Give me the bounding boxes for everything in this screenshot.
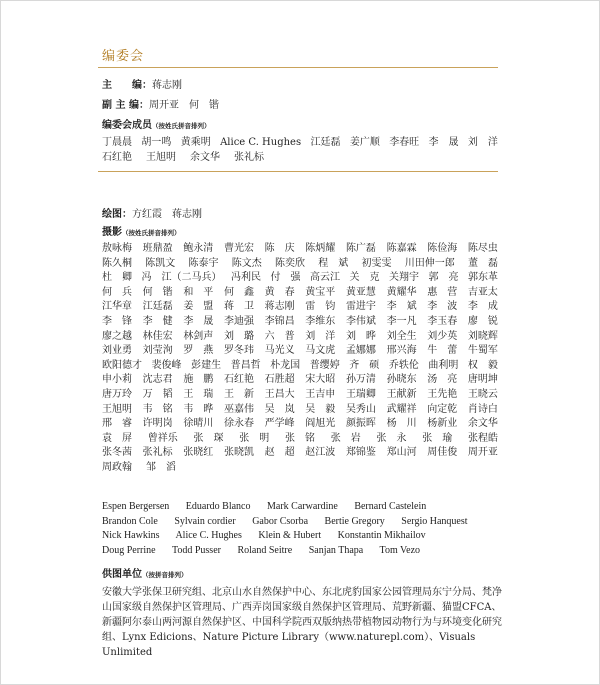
photographer-name: 普缨婷 xyxy=(309,359,340,371)
photographer-name: 施 鹏 xyxy=(183,374,214,386)
name-row xyxy=(102,432,498,447)
photographer-name: 郑山河 xyxy=(386,447,417,459)
photographer-name: 万 韬 xyxy=(142,388,173,400)
photographer-name: 颜振晖 xyxy=(345,418,376,430)
photographer-name: 沈志君 xyxy=(142,374,173,386)
photographer-name: 武耀祥 xyxy=(386,403,417,415)
member-name: 刘 洋 xyxy=(467,137,498,148)
english-photographer-name: Sergio Hanquest xyxy=(401,515,468,527)
photographer-name: 罗 燕 xyxy=(183,345,214,357)
photographer-name: 徐晴川 xyxy=(183,418,214,430)
english-photographer-name: Alice C. Hughes xyxy=(175,530,242,541)
member-name: 张礼标 xyxy=(234,151,264,163)
photographer-name: 刘晓辉 xyxy=(467,330,498,342)
photographer-name: 王先艳 xyxy=(427,388,458,400)
photographer-name: 牛蜀军 xyxy=(467,345,498,357)
photographer-name: 程 斌 xyxy=(318,257,349,269)
photographer-name: 黄宝平 xyxy=(305,286,336,298)
photographer-name: 班鼎盈 xyxy=(142,243,173,254)
photographer-name: 吴 岚 xyxy=(264,403,295,415)
photographer-name: 刘莹洵 xyxy=(142,345,173,357)
photographer-name: 廖 锐 xyxy=(467,315,498,327)
english-photographer-name: Mark Carwardine xyxy=(267,501,338,512)
photographer-name: 惠 营 xyxy=(427,286,458,298)
illustration-label: 绘图： xyxy=(102,209,132,220)
photographer-name: 黄耀华 xyxy=(386,286,417,298)
english-photographer-name: Nick Hawkins xyxy=(102,530,160,541)
chief-editor-label: 主 编： xyxy=(102,80,152,91)
english-photographer-name: Tom Vezo xyxy=(379,544,421,556)
photographer-name: 李伟斌 xyxy=(345,315,376,327)
photographer-name: 杜 卿 xyxy=(102,272,132,284)
photographer-name: 李一凡 xyxy=(386,315,417,327)
photographer-name: 冯 江（二马兵） xyxy=(141,272,222,284)
photographer-name: 雷进宇 xyxy=(345,301,376,313)
photographer-name: 陈尽虫 xyxy=(467,243,498,254)
units-note: （按拼音排列） xyxy=(142,571,188,579)
english-photographer-name: Doug Perrine xyxy=(102,544,156,556)
photographer-name: 李迪强 xyxy=(223,315,254,327)
name-row xyxy=(102,271,498,286)
photographer-name: 江华章 xyxy=(102,301,132,313)
photographer-name: 王献新 xyxy=(386,388,417,400)
photographer-name: 冯利民 xyxy=(231,272,261,284)
photographer-name: 刘业勇 xyxy=(102,345,132,357)
photographer-name: 陈俭海 xyxy=(427,243,458,254)
member-name: 余文华 xyxy=(190,151,220,163)
member-name: 李 晟 xyxy=(428,137,459,148)
photographer-name: 何 鑫 xyxy=(223,286,254,298)
photographer-name: 严学峰 xyxy=(264,418,295,430)
member-name: 胡一鸣 xyxy=(141,137,172,148)
photographer-name: 刘 洋 xyxy=(305,330,336,342)
photographer-name: 郭东革 xyxy=(468,272,498,284)
name-row xyxy=(102,257,498,272)
english-photographer-name: Espen Bergersen xyxy=(102,501,170,512)
photographer-name: 王晓云 xyxy=(467,388,498,400)
photographer-name: 王 新 xyxy=(223,388,254,400)
english-photographer-name: Sylvain cordier xyxy=(174,515,236,527)
photographer-name: 张晓凯 xyxy=(223,447,254,459)
section-rule xyxy=(98,171,498,172)
photographer-name: 牛 蕾 xyxy=(427,345,458,357)
photographer-name: 孙万清 xyxy=(345,374,376,386)
photographer-name: 张 明 xyxy=(239,432,270,444)
photographer-name: 张 永 xyxy=(376,432,407,444)
photographer-name: 和 平 xyxy=(183,286,214,298)
photographer-name: 刘 晔 xyxy=(345,330,376,342)
english-photographer-name: Roland Seitre xyxy=(237,544,293,556)
photographer-name: 林剑声 xyxy=(183,330,214,342)
english-photographer-name: Konstantin Mikhailov xyxy=(337,530,426,541)
photography-heading xyxy=(102,227,181,239)
members-label: 编委会成员 xyxy=(102,120,152,131)
photographer-name: 雷 钧 xyxy=(305,301,336,313)
photographer-name: 鲍永清 xyxy=(183,243,214,254)
photographer-name: 朴龙国 xyxy=(270,359,301,371)
photographer-name: 刘少英 xyxy=(427,330,458,342)
photographer-name: 邢 睿 xyxy=(102,418,132,430)
deputy-editor-line xyxy=(102,100,219,112)
photographer-name: 陈广磊 xyxy=(345,243,376,254)
name-row xyxy=(102,300,498,315)
photographer-name: 许明岗 xyxy=(142,418,173,430)
photographer-name: 何 兵 xyxy=(102,286,132,298)
member-name: 姜广顺 xyxy=(349,137,380,148)
name-row xyxy=(102,388,498,403)
photographer-name: 马光义 xyxy=(264,345,295,357)
deputy-editor-label: 副 主 编： xyxy=(102,100,149,111)
photographer-name: 关 克 xyxy=(349,272,380,284)
photographer-name: 付 强 xyxy=(270,272,301,284)
photographer-name: 宋大昭 xyxy=(305,374,336,386)
photographer-name: 韦 晔 xyxy=(183,403,214,415)
photographer-name: 周佳俊 xyxy=(427,447,458,459)
members-list xyxy=(102,136,498,165)
chief-editor-line xyxy=(102,80,182,92)
photographer-name: 陈炳耀 xyxy=(305,243,336,254)
photographer-name: 李 成 xyxy=(467,301,498,313)
illustration-names: 方红霞 蒋志刚 xyxy=(132,209,202,220)
name-row xyxy=(102,242,498,257)
photographer-name: 张 岩 xyxy=(330,432,361,444)
photographer-name: 王吉申 xyxy=(305,388,336,400)
photographer-name: 罗冬玮 xyxy=(223,345,254,357)
photographer-name: 李维东 xyxy=(305,315,336,327)
member-name: 王旭明 xyxy=(146,151,176,163)
photographer-name: 周开亚 xyxy=(467,447,498,459)
photographer-name: 普昌哲 xyxy=(230,359,261,371)
name-row xyxy=(102,344,498,359)
photographer-name: 赵江波 xyxy=(305,447,336,459)
page-title: 编委会 xyxy=(102,49,145,64)
photographer-name: 王瑞卿 xyxy=(345,388,376,400)
photographer-name: 齐 硕 xyxy=(349,359,380,371)
name-row xyxy=(102,330,498,345)
members-heading xyxy=(102,120,211,132)
photographer-name: 邹 滔 xyxy=(146,461,176,473)
photographer-name: 陈奕欣 xyxy=(275,257,305,269)
photographer-name: 徐永春 xyxy=(223,418,254,430)
photographer-name: 川田伸一郎 xyxy=(404,257,455,269)
photographer-name: 李 斌 xyxy=(386,301,417,313)
photographer-name: 陈凯文 xyxy=(145,257,176,269)
photographer-name: 郑锦鉴 xyxy=(345,447,376,459)
photographer-name: 张程皓 xyxy=(468,432,498,444)
photographer-name: 敖咏梅 xyxy=(102,243,132,254)
photographer-name: 汤 亮 xyxy=(427,374,458,386)
name-row xyxy=(102,286,498,301)
english-photographer-name: Todd Pusser xyxy=(171,544,221,556)
photographer-name: 唐明坤 xyxy=(467,374,498,386)
photographer-name: 阎旭光 xyxy=(305,418,336,430)
photographer-name: 江廷磊 xyxy=(142,301,173,313)
photographer-name: 李锦昌 xyxy=(264,315,295,327)
english-photographer-name: Sanjan Thapa xyxy=(308,544,364,556)
member-name: Alice C. Hughes xyxy=(220,137,302,148)
member-name: 李春旺 xyxy=(389,137,420,148)
photographer-name: 六 普 xyxy=(264,330,295,342)
deputy-editor-names: 周开亚 何 锴 xyxy=(148,100,219,111)
english-photographer-name: Eduardo Blanco xyxy=(185,501,251,512)
name-row xyxy=(102,151,498,166)
photography-label: 摄影 xyxy=(102,227,122,238)
photographer-name: 唐万玲 xyxy=(102,388,132,400)
photographer-name: 石胜超 xyxy=(264,374,295,386)
photographer-name: 关翔宇 xyxy=(389,272,419,284)
photographer-name: 董 磊 xyxy=(468,257,498,269)
member-name: 丁晨晨 xyxy=(102,137,132,148)
photographer-name: 蒋志刚 xyxy=(264,301,295,313)
photographer-name: 乔轶伦 xyxy=(388,359,419,371)
members-note: （按姓氏拼音排列） xyxy=(152,122,211,130)
photographer-name: 张 铭 xyxy=(285,432,315,444)
photographer-name: 张晓红 xyxy=(183,447,214,459)
photographer-name: 韦 铭 xyxy=(142,403,173,415)
english-photographer-name: Brandon Cole xyxy=(102,515,158,527)
photographer-name: 肖诗白 xyxy=(467,403,498,415)
photographer-name: 蒋 卫 xyxy=(223,301,254,313)
english-photographer-name: Klein & Hubert xyxy=(258,530,322,541)
units-text: 安徽大学张保卫研究组、北京山水自然保护中心、东北虎豹国家公园管理局东宁分局、梵净山国家级自然保护区管理局、广西弄岗国家级自然保护区管理局、荒野新疆、猫盟CFCA、新疆阿尔泰山两河源自然保护区、中国科学院西双版纳热带植物园动物行为与环境变化研究组、Lynx Edicions、Nature Picture Library（www.naturepl.com）、Visuals Unlimited xyxy=(102,587,502,658)
photographer-name: 曹光宏 xyxy=(223,243,254,254)
photographer-name: 杨 川 xyxy=(386,418,417,430)
units-heading xyxy=(102,569,188,581)
photographer-name: 李玉春 xyxy=(427,315,458,327)
photographer-name: 吉亚太 xyxy=(467,286,498,298)
photographer-name: 王旭明 xyxy=(102,403,132,415)
name-row xyxy=(102,136,498,151)
photographer-name: 初雯雯 xyxy=(361,257,392,269)
photographer-name: 张 琛 xyxy=(193,432,224,444)
photographer-name: 张 瑜 xyxy=(422,432,453,444)
name-row xyxy=(102,315,498,330)
photographer-name: 向定乾 xyxy=(427,403,458,415)
photographer-name: 林佳宏 xyxy=(142,330,173,342)
photographer-name: 欧阳德才 xyxy=(102,359,142,371)
english-photographers-list xyxy=(102,500,502,558)
english-photographer-name: Bernard Castelein xyxy=(354,501,427,512)
photographers-list xyxy=(102,242,498,476)
photographer-name: 曾祥乐 xyxy=(147,432,178,444)
photographer-name: 孟娜娜 xyxy=(345,345,376,357)
name-row xyxy=(102,417,498,432)
photography-note: （按姓氏拼音排列） xyxy=(122,229,181,237)
name-row xyxy=(102,403,498,418)
photographer-name: 赵 超 xyxy=(264,447,295,459)
english-photographer-name: Gabor Csorba xyxy=(252,515,309,527)
photographer-name: 吴秀山 xyxy=(345,403,376,415)
photographer-name: 余文华 xyxy=(467,418,498,430)
photographer-name: 陈文杰 xyxy=(231,257,262,269)
english-photographer-name: Bertie Gregory xyxy=(324,515,385,527)
photographer-name: 陈嘉霖 xyxy=(386,243,417,254)
photographer-name: 何 锴 xyxy=(142,286,173,298)
photographer-name: 郭 亮 xyxy=(428,272,459,284)
photographer-name: 刘全生 xyxy=(386,330,417,342)
photographer-name: 杨新业 xyxy=(427,418,458,430)
photographer-name: 黄亚慧 xyxy=(345,286,376,298)
photographer-name: 陈泰宇 xyxy=(188,257,219,269)
photographer-name: 周政翰 xyxy=(102,461,132,473)
photographer-name: 廖之越 xyxy=(102,330,132,342)
photographer-name: 孙晓东 xyxy=(386,374,417,386)
illustration-line xyxy=(102,209,202,221)
photographer-name: 李 健 xyxy=(142,315,173,327)
photographer-name: 刘 璐 xyxy=(223,330,254,342)
photographer-name: 李 锋 xyxy=(102,315,132,327)
photographer-name: 彭建生 xyxy=(191,359,222,371)
photographer-name: 张冬茜 xyxy=(102,447,132,459)
photographer-name: 李 晟 xyxy=(183,315,214,327)
photographer-name: 王 瑞 xyxy=(183,388,214,400)
photographer-name: 李 波 xyxy=(427,301,458,313)
name-row xyxy=(102,446,498,461)
chief-editor-names: 蒋志刚 xyxy=(152,80,182,91)
photographer-name: 陈久桐 xyxy=(102,257,132,269)
member-name: 黄乘明 xyxy=(180,137,211,148)
photographer-name: 曲利明 xyxy=(428,359,459,371)
units-label: 供图单位 xyxy=(102,569,142,580)
photographer-name: 裴俊峰 xyxy=(151,359,182,371)
member-name: 江廷磊 xyxy=(310,137,341,148)
member-name: 石红艳 xyxy=(102,151,132,163)
photographer-name: 姜 盟 xyxy=(183,301,214,313)
photographer-name: 张礼标 xyxy=(142,447,173,459)
photographer-name: 巫嘉伟 xyxy=(223,403,254,415)
name-row xyxy=(102,461,498,476)
photographer-name: 申小莉 xyxy=(102,374,132,386)
photographer-name: 吴 毅 xyxy=(305,403,336,415)
name-row xyxy=(102,373,498,388)
photographer-name: 邢兴海 xyxy=(386,345,417,357)
photographer-name: 权 毅 xyxy=(467,359,498,371)
photographer-name: 石红艳 xyxy=(223,374,254,386)
photographer-name: 陈 庆 xyxy=(264,243,295,254)
name-row xyxy=(102,359,498,374)
photographer-name: 高云江 xyxy=(310,272,340,284)
photographer-name: 袁 屏 xyxy=(102,432,132,444)
title-rule xyxy=(98,67,498,68)
photographer-name: 马文虎 xyxy=(305,345,336,357)
photographer-name: 黄 春 xyxy=(264,286,295,298)
photographer-name: 王昌大 xyxy=(264,388,295,400)
